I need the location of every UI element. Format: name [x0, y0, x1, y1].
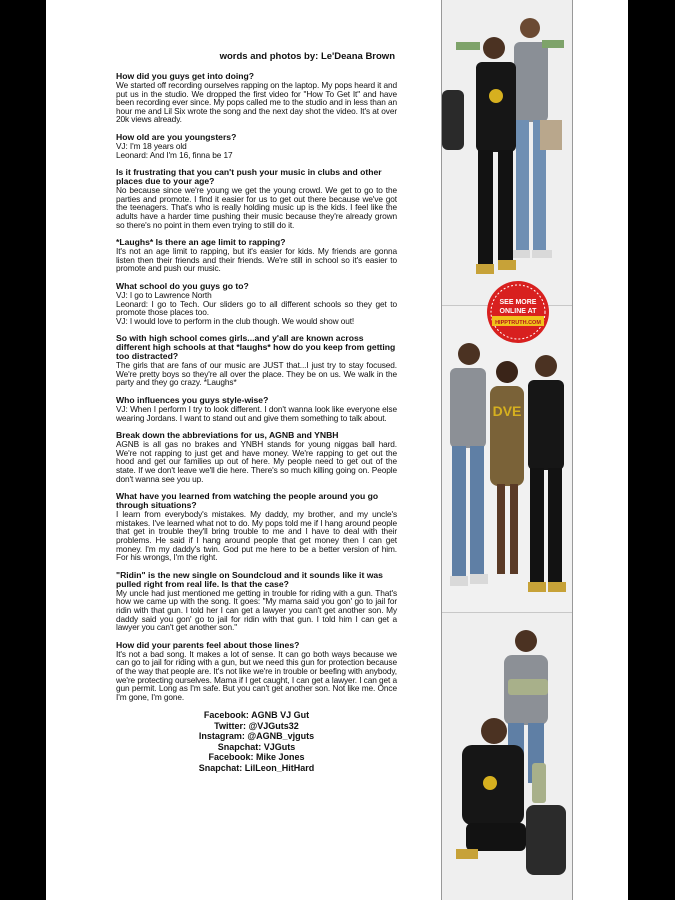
shirt-text: DVE	[492, 403, 522, 419]
answer: It's not a bad song. It makes a lot of sense. It can go both ways because we can go to jail for riding with a gun, but we need this gun for protection because of the way that people are. It's not like we're in trouble or beefing with anybody, we're protecting ourselves. Mama if I get caught, I can get a lawyer. I can get a gun permit. Long as I'm safe. But you can't get another son. Not like me. Once I'm gone, I'm gone.	[116, 648, 397, 702]
qa-block	[116, 238, 397, 273]
see-more-online-badge[interactable]	[486, 280, 550, 344]
answer: I learn from everybody's mistakes. My daddy, my brother, and my uncle's mistakes. I've learned what not to do. My pops told me if I hang around people that get in trouble they'll bring trouble to me and I have to deal with their problems. He said if I hang around people that get money then I can get money. I'm my daddy's twin. God put me here to be a better version of him. For his wrongs, I'm the right.	[116, 509, 397, 563]
qa-block	[116, 282, 397, 325]
qa-list	[116, 72, 397, 701]
badge-line-1: SEE MORE	[499, 299, 537, 306]
question: How old are you youngsters?	[116, 131, 237, 142]
question: How did your parents feel about those lines?	[116, 639, 300, 650]
qa-block	[116, 641, 397, 702]
answer: We started off recording ourselves rapping on the laptop. My pops heard it and put us in the studio. We dropped the first video for "How To Get It" and have been recording ever since. My pops called me to the studio and in less than an hour me and Lil Six wrote the song and the next day shot the video. It's at over 20k views already.	[116, 80, 397, 125]
byline: words and photos by: Le'Deana Brown	[219, 51, 395, 62]
question: What have you learned from watching the people around you go through situations?	[116, 491, 379, 511]
qa-block	[116, 334, 397, 387]
answer: AGNB is all gas no brakes and YNBH stands for young niggas ball hard. We're not rapping to just get and have money. We're rapping to get out the hood and get our families up out of here. My people need to get out of the state. If we don't leave we'll die here. There's so much killing going on. People don't wanna see you up.	[116, 439, 397, 484]
badge-line-3: HIPPTRUTH.COM	[495, 320, 541, 326]
answer: The girls that are fans of our music are JUST that...I just try to stay focused. We're pretty boys so they're all over the place. They be on us. We walk in the party and they go crazy. *Laughs*	[116, 360, 397, 388]
answer: VJ: When I perform I try to look different. I don't wanna look like everyone else wearing Jordans. I want to stand out and give them something to talk about.	[116, 404, 397, 423]
qa-block	[116, 133, 397, 159]
question: *Laughs* Is there an age limit to rapping?	[116, 237, 286, 248]
duo-pointing-photo	[442, 0, 572, 305]
social-handle: Twitter: @VJGuts32	[214, 720, 299, 731]
article-text-column	[116, 51, 397, 773]
question: What school do you guys go to?	[116, 280, 249, 291]
qa-block	[116, 396, 397, 422]
answer: VJ: I go to Lawrence North Leonard: I go to Tech. Our sliders go to all different schools so they get to promote those places too. VJ: I would love to perform in the club though. We would show out!	[116, 289, 397, 326]
question: Is it frustrating that you can't push your music in clubs and other places due to your age?	[116, 167, 382, 187]
social-handle: Facebook: Mike Jones	[208, 752, 305, 763]
qa-block	[116, 431, 397, 483]
social-handles	[116, 710, 397, 773]
qa-block	[116, 492, 397, 562]
trio-group-photo	[442, 305, 572, 613]
social-handle: Instagram: @AGNB_vjguts	[198, 731, 315, 742]
question: Break down the abbreviations for us, AGNB and YNBH	[116, 430, 339, 441]
question: Who influences you guys style-wise?	[116, 395, 269, 406]
answer: No because since we're young we get the young crowd. We get to go to the parties and promote. I find it easier for us to get out there because we've got the teenagers. That's who is really holding music up is the kids. I feel like the adults have a harder time pushing their music because they're already grown so there's no point in them even trying to still do it.	[116, 185, 397, 230]
question: So with high school comes girls...and y'all are known across different high schools at that *laughs* how do you keep from getting too distracted?	[116, 333, 396, 362]
magazine-page	[46, 0, 628, 900]
social-handle: Snapchat: VJGuts	[217, 741, 296, 752]
qa-block	[116, 571, 397, 632]
question: "Ridin" is the new single on Soundcloud and it sounds like it was pulled right from real life. Is that the case?	[116, 569, 383, 589]
answer: VJ: I'm 18 years old Leonard: And I'm 16, finna be 17	[116, 140, 233, 160]
photo-column	[441, 0, 573, 900]
duo-money-photo	[442, 612, 572, 900]
qa-block	[116, 72, 397, 124]
answer: My uncle had just mentioned me getting in trouble for riding with a gun. That's how we came up with the song. It goes: "My mama said you gon' go to jail for ridin with that gun. I told her I can get a lawyer you can't get another son. My daddy said you gon' go to jail for ridin with that gun. I told him I can get a lawyer you can't get another son."	[116, 587, 397, 633]
social-handle: Facebook: AGNB VJ Gut	[203, 710, 310, 721]
answer: It's not an age limit to rapping, but it's easier for kids. My friends are gonna listen then their friends and their friends. We're still in school so it's easier to promote and push our music.	[116, 246, 397, 274]
badge-line-2: ONLINE AT	[499, 308, 537, 315]
social-handle: Snapchat: LilLeon_HitHard	[198, 762, 315, 773]
question: How did you guys get into doing?	[116, 71, 254, 81]
qa-block	[116, 168, 397, 229]
